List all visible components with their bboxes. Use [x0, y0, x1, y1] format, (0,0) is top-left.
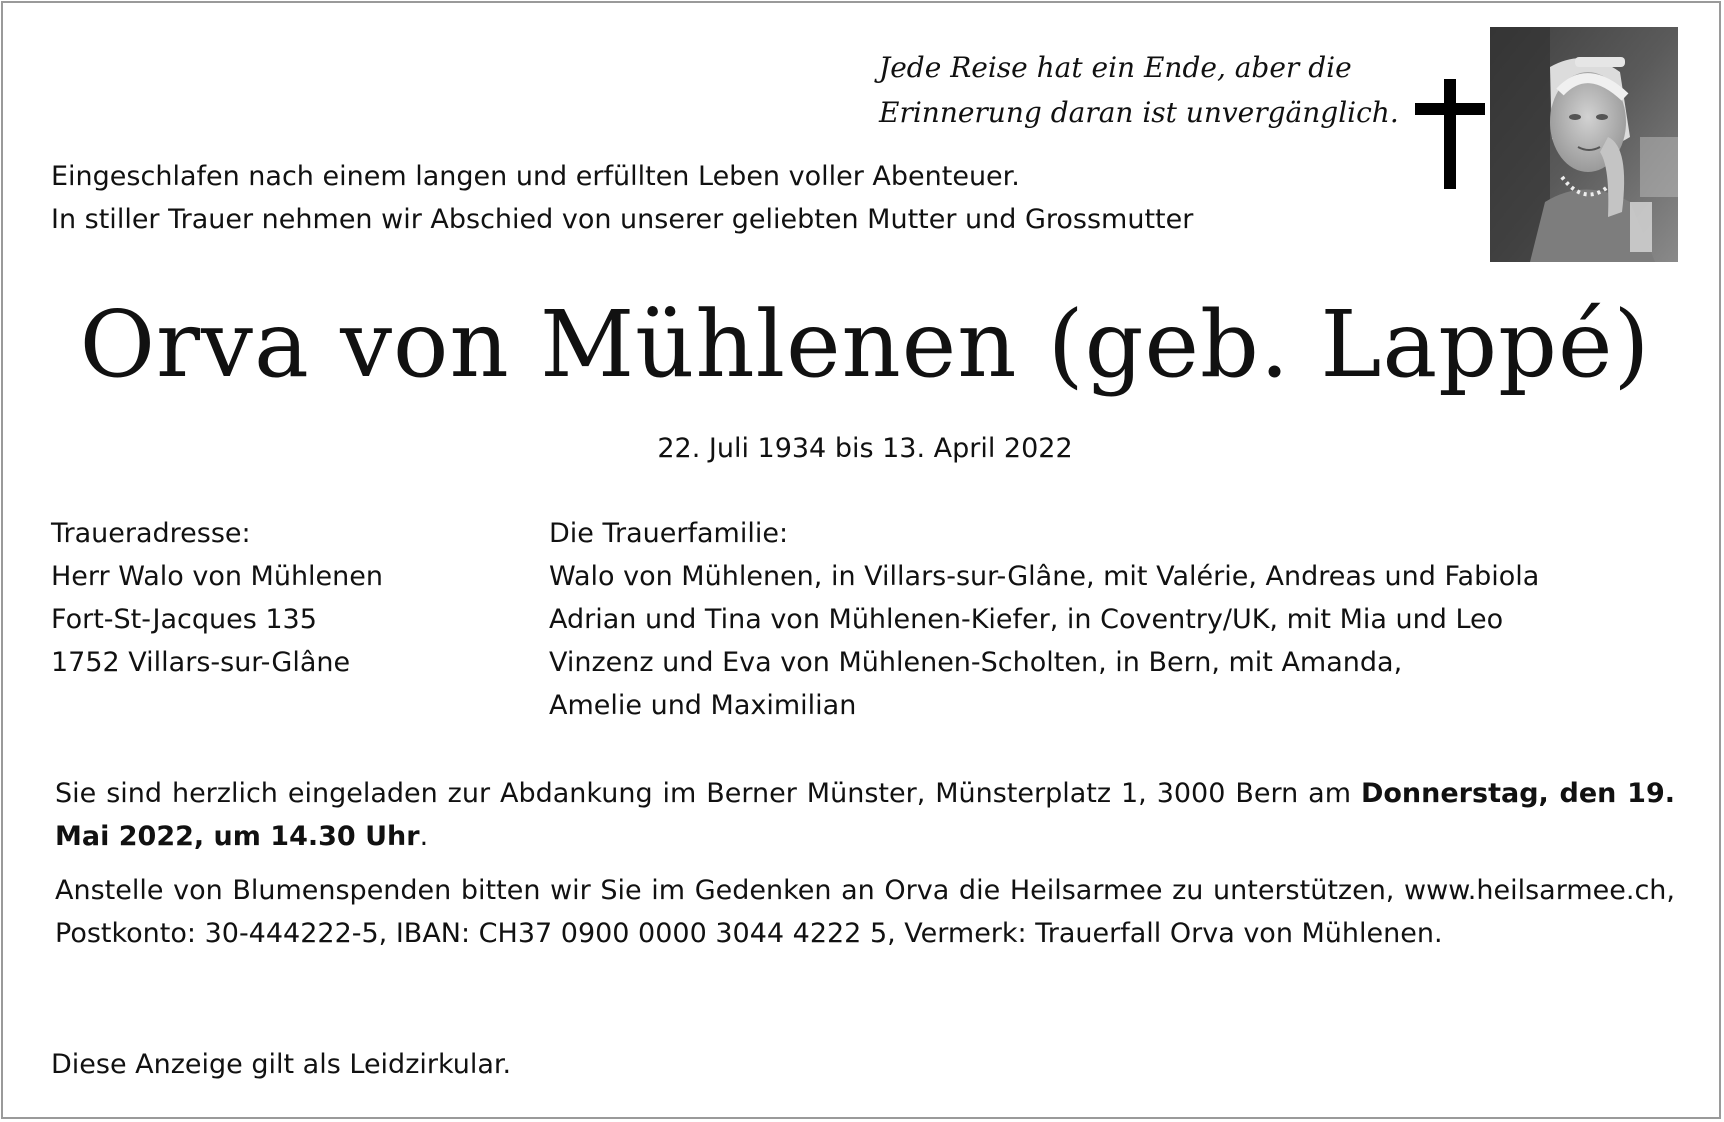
- family-line: Amelie und Maximilian: [549, 690, 857, 721]
- address-heading: Traueradresse:: [51, 518, 251, 549]
- address-line: 1752 Villars-sur-Glâne: [51, 647, 351, 678]
- family-line: Walo von Mühlenen, in Villars-sur-Glâne, mit Valérie, Andreas und Fabiola: [549, 561, 1540, 592]
- obituary-notice: [1, 1, 1721, 1119]
- deceased-name: Orva von Mühlenen (geb. Lappé): [79, 291, 1651, 398]
- ceremony-text: Sie sind herzlich eingeladen zur Abdankung im Berner Münster, Münsterplatz 1, 3000 Bern am: [55, 778, 1361, 809]
- life-dates: 22. Juli 1934 bis 13. April 2022: [657, 433, 1073, 464]
- donation-request: Anstelle von Blumenspenden bitten wir Sie im Gedenken an Orva die Heilsarmee zu unterstützen, www.heilsarmee.ch, Postkonto: 30-444222-5, IBAN: CH37 0900 0000 3044 4222 5, Vermerk: Trauerfall Orva von Mühlenen.: [55, 875, 1675, 949]
- family-heading: Die Trauerfamilie:: [549, 518, 789, 549]
- ceremony-text-end: .: [419, 821, 429, 852]
- quote-line-2: Erinnerung daran ist unvergänglich.: [879, 96, 1399, 129]
- intro-line-2: In stiller Trauer nehmen wir Abschied von unserer geliebten Mutter und Grossmutter: [51, 204, 1194, 235]
- ceremony-invitation: [55, 772, 1675, 858]
- intro-line-1: Eingeschlafen nach einem langen und erfüllten Leben voller Abenteuer.: [51, 161, 1020, 192]
- circular-note: Diese Anzeige gilt als Leidzirkular.: [51, 1049, 512, 1080]
- quote-line-1: Jede Reise hat ein Ende, aber die: [879, 51, 1352, 84]
- family-line: Adrian und Tina von Mühlenen-Kiefer, in Coventry/UK, mit Mia und Leo: [549, 604, 1504, 635]
- portrait-photo: [1490, 27, 1678, 262]
- address-line: Fort-St-Jacques 135: [51, 604, 317, 635]
- cross-icon: [1415, 79, 1485, 189]
- ceremony-date-time: Donnerstag, den 19. Mai 2022, um 14.30 Uhr: [55, 778, 1675, 852]
- address-line: Herr Walo von Mühlenen: [51, 561, 384, 592]
- family-line: Vinzenz und Eva von Mühlenen-Scholten, in Bern, mit Amanda,: [549, 647, 1403, 678]
- memorial-quote: [879, 45, 1399, 135]
